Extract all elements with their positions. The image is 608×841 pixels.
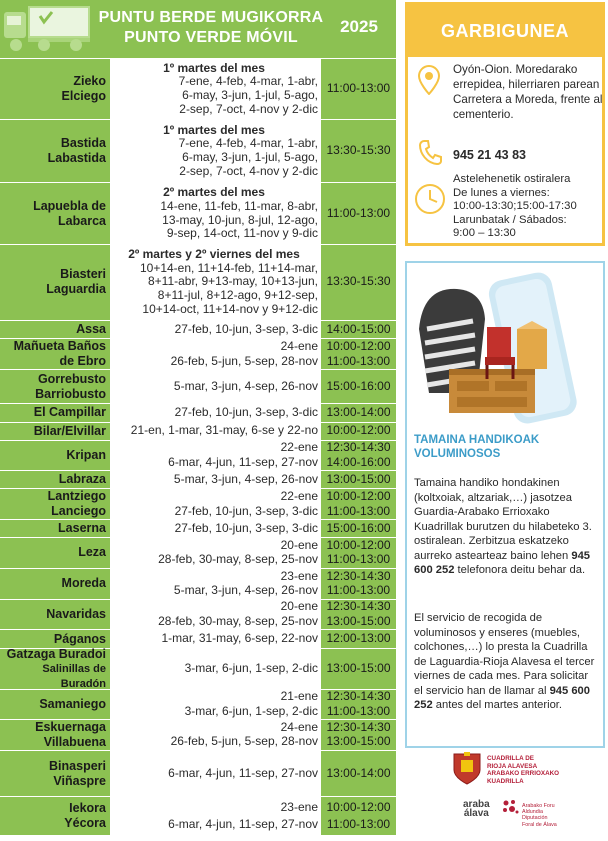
town-name: Lapuebla de Labarca [0,183,110,244]
table-row [0,58,396,119]
voluminosos-box [405,261,605,748]
table-row [0,422,396,440]
time-cell: 11:00-13:00 [321,59,396,119]
time-cell: 15:00-16:00 [321,520,396,537]
time-cell: 13:30-15:30 [321,245,396,319]
title-spanish: PUNTO VERDE MÓVIL [124,29,298,46]
town-name: Eskuernaga Villabuena [0,720,110,750]
town-name: Páganos [0,630,110,648]
table-row [0,244,396,319]
dates-cell: 20-ene 28-feb, 30-may, 8-sep, 25-nov [110,538,321,568]
furniture-illustration [413,269,597,427]
table-row [0,470,396,488]
town-name: Iekora Yécora [0,797,110,835]
dates-cell: 24-ene 26-feb, 5-jun, 5-sep, 28-nov [110,720,321,750]
time-cell: 10:00-12:00 [321,423,396,440]
time-cell: 13:00-14:00 [321,751,396,797]
town-name: Bastida Labastida [0,120,110,181]
table-row [0,403,396,422]
araba-logo: araba álava [463,799,490,819]
dates-cell: 22-ene 27-feb, 10-jun, 3-sep, 3-dic [110,489,321,519]
table-row [0,519,396,537]
town-name: Assa [0,321,110,339]
time-cell: 13:00-14:00 [321,404,396,422]
dates-cell: 27-feb, 10-jun, 3-sep, 3-dic [110,404,321,422]
page-title [96,8,326,48]
town-name: Zieko Elciego [0,59,110,119]
table-row [0,689,396,719]
dates-cell: 21-ene 3-mar, 6-jun, 1-sep, 2-dic [110,690,321,719]
dates-cell: 27-feb, 10-jun, 3-sep, 3-dic [110,321,321,339]
time-cell: 10:00-12:00 11:00-13:00 [321,489,396,519]
table-row [0,440,396,471]
garbigunea-title: GARBIGUNEA [408,5,602,57]
time-cell: 10:00-12:00 11:00-13:00 [321,538,396,568]
dates-cell: 3-mar, 6-jun, 1-sep, 2-dic [110,649,321,689]
schedule-table [0,58,396,835]
table-row [0,796,396,835]
time-cell: 10:00-12:00 11:00-13:00 [321,797,396,835]
table-row [0,648,396,689]
town-name: Kripan [0,441,110,471]
year-label: 2025 [340,17,378,36]
diputacion-logo-text: Arabako Foru Aldundia Diputación Foral de Álava [522,803,557,828]
town-name: Biasteri Laguardia [0,245,110,319]
time-cell: 12:30-14:30 11:00-13:00 [321,690,396,719]
dates-cell: 6-mar, 4-jun, 11-sep, 27-nov [110,751,321,797]
diputacion-logo-icon [500,797,520,817]
clock-icon [414,183,446,215]
dates-cell: 20-ene 28-feb, 30-may, 8-sep, 25-nov [110,600,321,630]
dates-cell: 1º martes del mes 7-ene, 4-feb, 4-mar, 1-abr, 6-may, 3-jun, 1-jul, 5-ago, 2-sep, 7-oct, 4-nov y 2-dic [110,120,321,181]
time-cell: 11:00-13:00 [321,183,396,244]
header-bar [0,0,396,58]
dates-cell: 2º martes y 2º viernes del mes 10+14-en, 11+14-feb, 11+14-mar, 8+11-abr, 9+13-may, 10+13-jun, 8+11-jul, 8+12-ago, 9+12-sep, 10+14-oct, 11+14-nov y 9+12-dic [110,245,321,319]
town-name: Bilar/Elvillar [0,423,110,440]
dates-cell: 1º martes del mes 7-ene, 4-feb, 4-mar, 1-abr, 6-may, 3-jun, 1-jul, 5-ago, 2-sep, 7-oct, 4-nov y 2-dic [110,59,321,119]
dates-cell: 22-ene 6-mar, 4-jun, 11-sep, 27-nov [110,441,321,471]
dates-cell: 5-mar, 3-jun, 4-sep, 26-nov [110,471,321,488]
table-row [0,537,396,568]
dates-cell: 1-mar, 31-may, 6-sep, 22-nov [110,630,321,648]
garbigunea-hours: Astelehenetik ostiralera De lunes a viernes: 10:00-13:30;15:00-17:30 Larunbatak / Sábados: 9:00 – 13:30 [453,173,577,239]
time-cell: 14:00-15:00 [321,321,396,339]
town-name: Labraza [0,471,110,488]
cuadrilla-shield-logo [452,750,482,786]
dates-cell: 23-ene 6-mar, 4-jun, 11-sep, 27-nov [110,797,321,835]
time-cell: 12:00-13:00 [321,630,396,648]
time-cell: 12:30-14:30 14:00-16:00 [321,441,396,471]
dates-cell: 2º martes del mes 14-ene, 11-feb, 11-mar, 8-abr, 13-may, 10-jun, 8-jul, 12-ago, 9-sep, 14-oct, 11-nov y 9-dic [110,183,321,244]
table-row [0,599,396,630]
time-cell: 12:30-14:30 11:00-13:00 [321,569,396,599]
table-row [0,119,396,181]
town-name: Mañueta Baños de Ebro [0,339,110,369]
voluminosos-title: TAMAINA HANDIKOAK VOLUMINOSOS [414,434,540,460]
table-row [0,338,396,369]
dates-cell: 24-ene 26-feb, 5-jun, 5-sep, 28-nov [110,339,321,369]
time-cell: 12:30-14:30 13:00-15:00 [321,600,396,630]
time-cell: 13:00-15:00 [321,649,396,689]
table-row [0,629,396,648]
town-name: Leza [0,538,110,568]
dates-cell: 5-mar, 3-jun, 4-sep, 26-nov [110,370,321,403]
truck-icon [4,6,90,52]
dates-cell: 23-ene 5-mar, 3-jun, 4-sep, 26-nov [110,569,321,599]
town-name: Moreda [0,569,110,599]
town-name: El Campillar [0,404,110,422]
town-name: Navaridas [0,600,110,630]
time-cell: 15:00-16:00 [321,370,396,403]
time-cell: 13:30-15:30 [321,120,396,181]
table-row [0,320,396,339]
table-row [0,488,396,519]
town-name: Laserna [0,520,110,537]
dates-cell: 21-en, 1-mar, 31-may, 6-se y 22-no [110,423,321,440]
town-name: Lantziego Lanciego [0,489,110,519]
time-cell: 10:00-12:00 11:00-13:00 [321,339,396,369]
voluminosos-text-es: El servicio de recogida de voluminosos y enseres (muebles, colchones,…) lo presta la Cuadrilla de Laguardia-Rioja Alavesa el tercer viernes de cada mes. Para solicitar el servicio han de llamar al 945 600 252 antes del martes anterior. [414,612,595,711]
table-row [0,182,396,244]
garbigunea-phone: 945 21 43 83 [453,148,526,162]
garbigunea-box [405,2,605,246]
town-name: Samaniego [0,690,110,719]
title-basque: PUNTU BERDE MUGIKORRA [98,9,324,26]
location-pin-icon [418,65,440,95]
garbigunea-address: Oyón-Oion. Moredarako errepidea, hilerriaren parean Carretera a Moreda, frente al cementerio. [453,63,603,121]
table-row [0,750,396,797]
dates-cell: 27-feb, 10-jun, 3-sep, 3-dic [110,520,321,537]
table-row [0,568,396,599]
time-cell: 13:00-15:00 [321,471,396,488]
town-name: Gatzaga Buradoi Salinillas de Buradón [0,649,110,689]
voluminosos-text-eu: Tamaina handiko hondakinen (koltxoiak, altzariak,…) jasotzea Guardia-Arabako Errioxako Kuadrillak burutzen du hilabeteko 3. ostiralean. Zerbitzua eskatzeko aurreko astearteaz baino lehen 945 600 252 telefonora deitu behar da. [414,477,592,576]
cuadrilla-logo-text: CUADRILLA DE RIOJA ALAVESA ARABAKO ERRIOXAKO KUADRILLA [487,755,560,785]
table-row [0,719,396,750]
table-row [0,369,396,403]
time-cell: 12:30-14:30 13:00-15:00 [321,720,396,750]
town-name: Gorrebusto Barriobusto [0,370,110,403]
town-name: Binasperi Viñaspre [0,751,110,797]
phone-icon [418,139,442,165]
